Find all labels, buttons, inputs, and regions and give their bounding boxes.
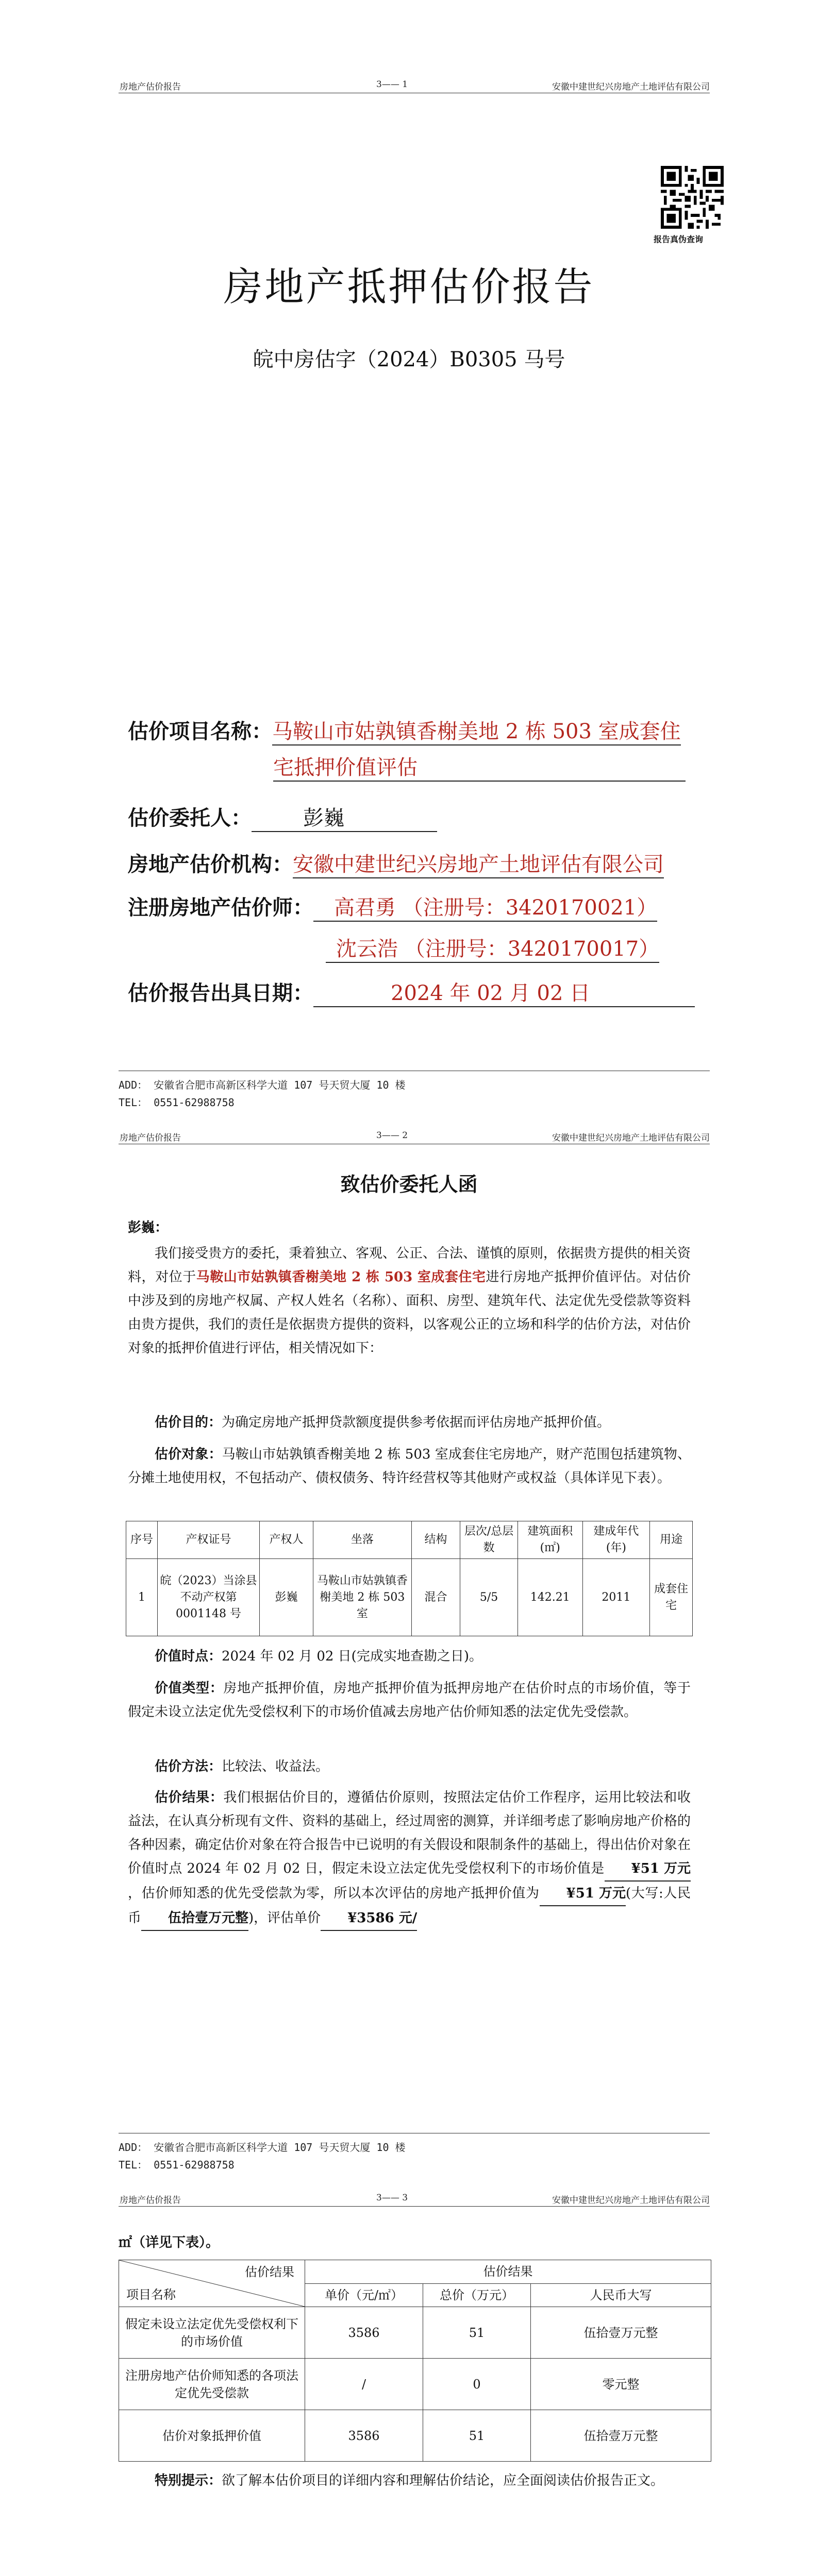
method-text: 比较法、收益法。 — [222, 1759, 329, 1774]
header-page-number: 3—— 1 — [376, 79, 408, 90]
footer-phone: TEL： 0551-62988758 — [119, 1096, 235, 1109]
special-note-label: 特别提示： — [155, 2473, 222, 2488]
value-type-text: 房地产抵押价值，房地产抵押价值为抵押房地产在估价时点的市场价值，等于假定未设立法定优先受偿权利下的市场价值减去房地产估价师知悉的法定优先受偿款。 — [128, 1681, 691, 1720]
report-date-label: 估价报告出具日期： — [128, 981, 313, 1005]
row-label: 估价对象抵押价值 — [119, 2410, 305, 2462]
header-page-number: 3—— 2 — [376, 1130, 408, 1141]
col-words: 人民币大写 — [531, 2283, 711, 2307]
qr-caption: 报告真伪查询 — [654, 234, 704, 244]
project-name-row2 — [273, 751, 686, 782]
col-area: 建筑面积(㎡) — [517, 1521, 582, 1559]
row-unit-price: 3586 — [305, 2307, 423, 2359]
row-label: 假定未设立法定优先受偿权利下的市场价值 — [119, 2307, 305, 2359]
result-mortgage-value: ¥51 万元 — [540, 1882, 626, 1906]
org-name: 安徽中建世纪兴房地产土地评估有限公司 — [293, 848, 664, 878]
page-footer — [119, 1071, 710, 1111]
page-footer — [119, 2133, 710, 2174]
page-header — [0, 77, 818, 93]
project-name-line1: 马鞍山市姑孰镇香榭美地 2 栋 503 室成套住 — [272, 715, 681, 745]
value-type-paragraph — [128, 1676, 691, 1724]
client-row — [128, 802, 437, 832]
page-header — [0, 2191, 818, 2206]
row-total-price: 51 — [423, 2410, 531, 2462]
purpose-label: 估价目的： — [155, 1415, 222, 1430]
object-text: 马鞍山市姑孰镇香榭美地 2 栋 503 室成套住宅房地产，财产范围包括建筑物、分摊土地使用权，不包括动产、债权债务、特许经营权等其他财产或权益（具体详见下表）。 — [128, 1447, 691, 1486]
appraiser-label: 注册房地产估价师： — [128, 895, 313, 920]
intro-text-b: 进行房地产抵押价值评估。对估价中涉及到的房地产权属、产权人姓名（名称）、面积、房型、建筑年代、法定优先受偿款等资料由贵方提供，我们的责任是依据贵方提供的资料，以客观公正的立场和科学的估价方法，对估价对象的抵押价值进行评估，相关情况如下： — [128, 1269, 691, 1356]
result-unit-price: ¥3586 元/ — [321, 1906, 417, 1931]
method-label: 估价方法： — [155, 1759, 222, 1774]
corner-bottom-label: 项目名称 — [126, 2287, 176, 2302]
report-title: 房地产抵押估价报告 — [223, 264, 595, 310]
cell-cert: 皖（2023）当涂县不动产权第 0001148 号 — [158, 1559, 260, 1636]
results-group-header: 估价结果 — [305, 2260, 711, 2284]
special-note-text: 欲了解本估价项目的详细内容和理解估价结论，应全面阅读估价报告正文。 — [222, 2473, 664, 2488]
object-label: 估价对象： — [155, 1447, 222, 1462]
col-unit-price: 单价（元/㎡） — [305, 2283, 423, 2307]
letter-page — [0, 1128, 818, 1144]
object-paragraph — [128, 1443, 691, 1490]
result-paragraph — [128, 1786, 691, 1931]
result-text-d: )，评估单价 — [248, 1910, 321, 1926]
value-time-label: 价值时点： — [155, 1649, 222, 1664]
org-label: 房地产估价机构： — [128, 852, 293, 876]
appraiser-2: 沈云浩 （注册号：3420170017） — [326, 933, 659, 963]
row-label: 注册房地产估价师知悉的各项法定优先受偿款 — [119, 2359, 305, 2410]
purpose-text: 为确定房地产抵押贷款额度提供参考依据而评估房地产抵押价值。 — [222, 1415, 611, 1430]
cell-area: 142.21 — [517, 1559, 582, 1636]
row-words: 伍拾壹万元整 — [531, 2307, 711, 2359]
property-table-header — [126, 1521, 693, 1559]
header-report-type: 房地产估价报告 — [120, 1133, 181, 1143]
results-corner-cell — [119, 2260, 305, 2307]
header-report-type: 房地产估价报告 — [120, 82, 181, 92]
property-table — [126, 1521, 693, 1636]
header-report-type: 房地产估价报告 — [120, 2195, 181, 2206]
project-name-row — [128, 715, 681, 745]
report-date: 2024 年 02 月 02 日 — [313, 977, 695, 1007]
footer-address: ADD： 安徽省合肥市高新区科学大道 107 号天贸大厦 10 楼 — [119, 1079, 406, 1091]
org-row — [128, 848, 664, 878]
document-number: 皖中房估字（2024）B0305 马号 — [253, 348, 565, 371]
cell-year: 2011 — [582, 1559, 650, 1636]
row-total-price: 51 — [423, 2307, 531, 2359]
col-index: 序号 — [126, 1521, 158, 1559]
table-row — [126, 1559, 693, 1636]
cell-location: 马鞍山市姑孰镇香榭美地 2 栋 503 室 — [313, 1559, 412, 1636]
method-paragraph — [128, 1755, 691, 1778]
value-type-label: 价值类型： — [155, 1681, 224, 1696]
project-name-line2: 宅抵押价值评估 — [273, 751, 686, 782]
col-owner: 产权人 — [259, 1521, 313, 1559]
col-structure: 结构 — [411, 1521, 460, 1559]
col-floors: 层次/总层数 — [460, 1521, 517, 1559]
special-note-paragraph — [128, 2469, 691, 2493]
table-row — [119, 2307, 711, 2359]
header-company: 安徽中建世纪兴房地产土地评估有限公司 — [552, 82, 710, 92]
cell-structure: 混合 — [411, 1559, 460, 1636]
row-total-price: 0 — [423, 2359, 531, 2410]
letter-greeting: 彭巍： — [128, 1220, 169, 1235]
intro-address: 马鞍山市姑孰镇香榭美地 2 栋 503 室成套住宅 — [196, 1269, 486, 1285]
unit-continuation: ㎡（详见下表）。 — [119, 2235, 220, 2250]
results-page — [0, 2191, 818, 2206]
col-year: 建成年代(年) — [582, 1521, 650, 1559]
header-rule — [119, 2206, 710, 2207]
project-name-label: 估价项目名称： — [128, 719, 272, 743]
col-cert: 产权证号 — [158, 1521, 260, 1559]
purpose-paragraph — [128, 1411, 691, 1434]
page-header — [0, 1128, 818, 1144]
value-time-paragraph — [128, 1645, 691, 1668]
result-label: 估价结果： — [155, 1790, 224, 1805]
corner-top-label: 估价结果 — [245, 2265, 294, 2279]
col-use: 用途 — [650, 1521, 693, 1559]
footer-address: ADD： 安徽省合肥市高新区科学大道 107 号天贸大厦 10 楼 — [119, 2141, 406, 2154]
cell-index: 1 — [126, 1559, 158, 1636]
appraiser-row2 — [326, 933, 659, 963]
intro-text-a: 我们接受贵方的委托，秉着独立、客观、公正、合法、谨慎的原则，依据贵方提供的相关资料，对位于 — [128, 1246, 691, 1285]
row-words: 伍拾壹万元整 — [531, 2410, 711, 2462]
cell-floors: 5/5 — [460, 1559, 517, 1636]
result-value-words: 伍拾壹万元整 — [141, 1906, 248, 1931]
header-page-number: 3—— 3 — [376, 2193, 408, 2203]
result-text-b: ，估价师知悉的优先受偿款为零，所以本次评估的房地产抵押价值为 — [128, 1886, 540, 1901]
cell-use: 成套住宅 — [650, 1559, 693, 1636]
results-table — [119, 2260, 711, 2462]
letter-intro — [128, 1242, 691, 1360]
result-text-a: 我们根据估价目的，遵循估价原则，按照法定估价工作程序，运用比较法和收益法，在认真分析现有文件、资料的基础上，经过周密的测算，并详细考虑了影响房地产价格的各种因素，确定估价对象在符合报告中已说明的有关假设和限制条件的基础上，得出估价对象在价值时点 2024 年 02 月 02 日，假定未设立法定优先受偿权利下的市场价值是 — [128, 1790, 691, 1876]
client-label: 估价委托人： — [128, 806, 252, 830]
appraiser-1: 高君勇 （注册号：3420170021） — [313, 891, 657, 922]
col-total-price: 总价（万元） — [423, 2283, 531, 2307]
header-company: 安徽中建世纪兴房地产土地评估有限公司 — [552, 1133, 710, 1143]
value-time-text: 2024 年 02 月 02 日(完成实地查勘之日)。 — [222, 1649, 482, 1664]
footer-phone: TEL： 0551-62988758 — [119, 2159, 235, 2171]
cell-owner: 彭巍 — [259, 1559, 313, 1636]
letter-heading: 致估价委托人函 — [340, 1173, 478, 1196]
report-date-row — [128, 977, 695, 1007]
row-unit-price: / — [305, 2359, 423, 2410]
result-market-value: ¥51 万元 — [605, 1857, 691, 1882]
result-text-c: (大写:人民币 — [128, 1886, 691, 1926]
row-unit-price: 3586 — [305, 2410, 423, 2462]
qr-code-icon[interactable] — [661, 166, 724, 229]
table-row — [119, 2410, 711, 2462]
col-location: 坐落 — [313, 1521, 412, 1559]
table-row — [119, 2359, 711, 2410]
appraiser-row — [128, 891, 657, 922]
header-company: 安徽中建世纪兴房地产土地评估有限公司 — [552, 2195, 710, 2206]
client-name: 彭巍 — [252, 802, 437, 832]
results-header-row — [119, 2260, 711, 2284]
row-words: 零元整 — [531, 2359, 711, 2410]
